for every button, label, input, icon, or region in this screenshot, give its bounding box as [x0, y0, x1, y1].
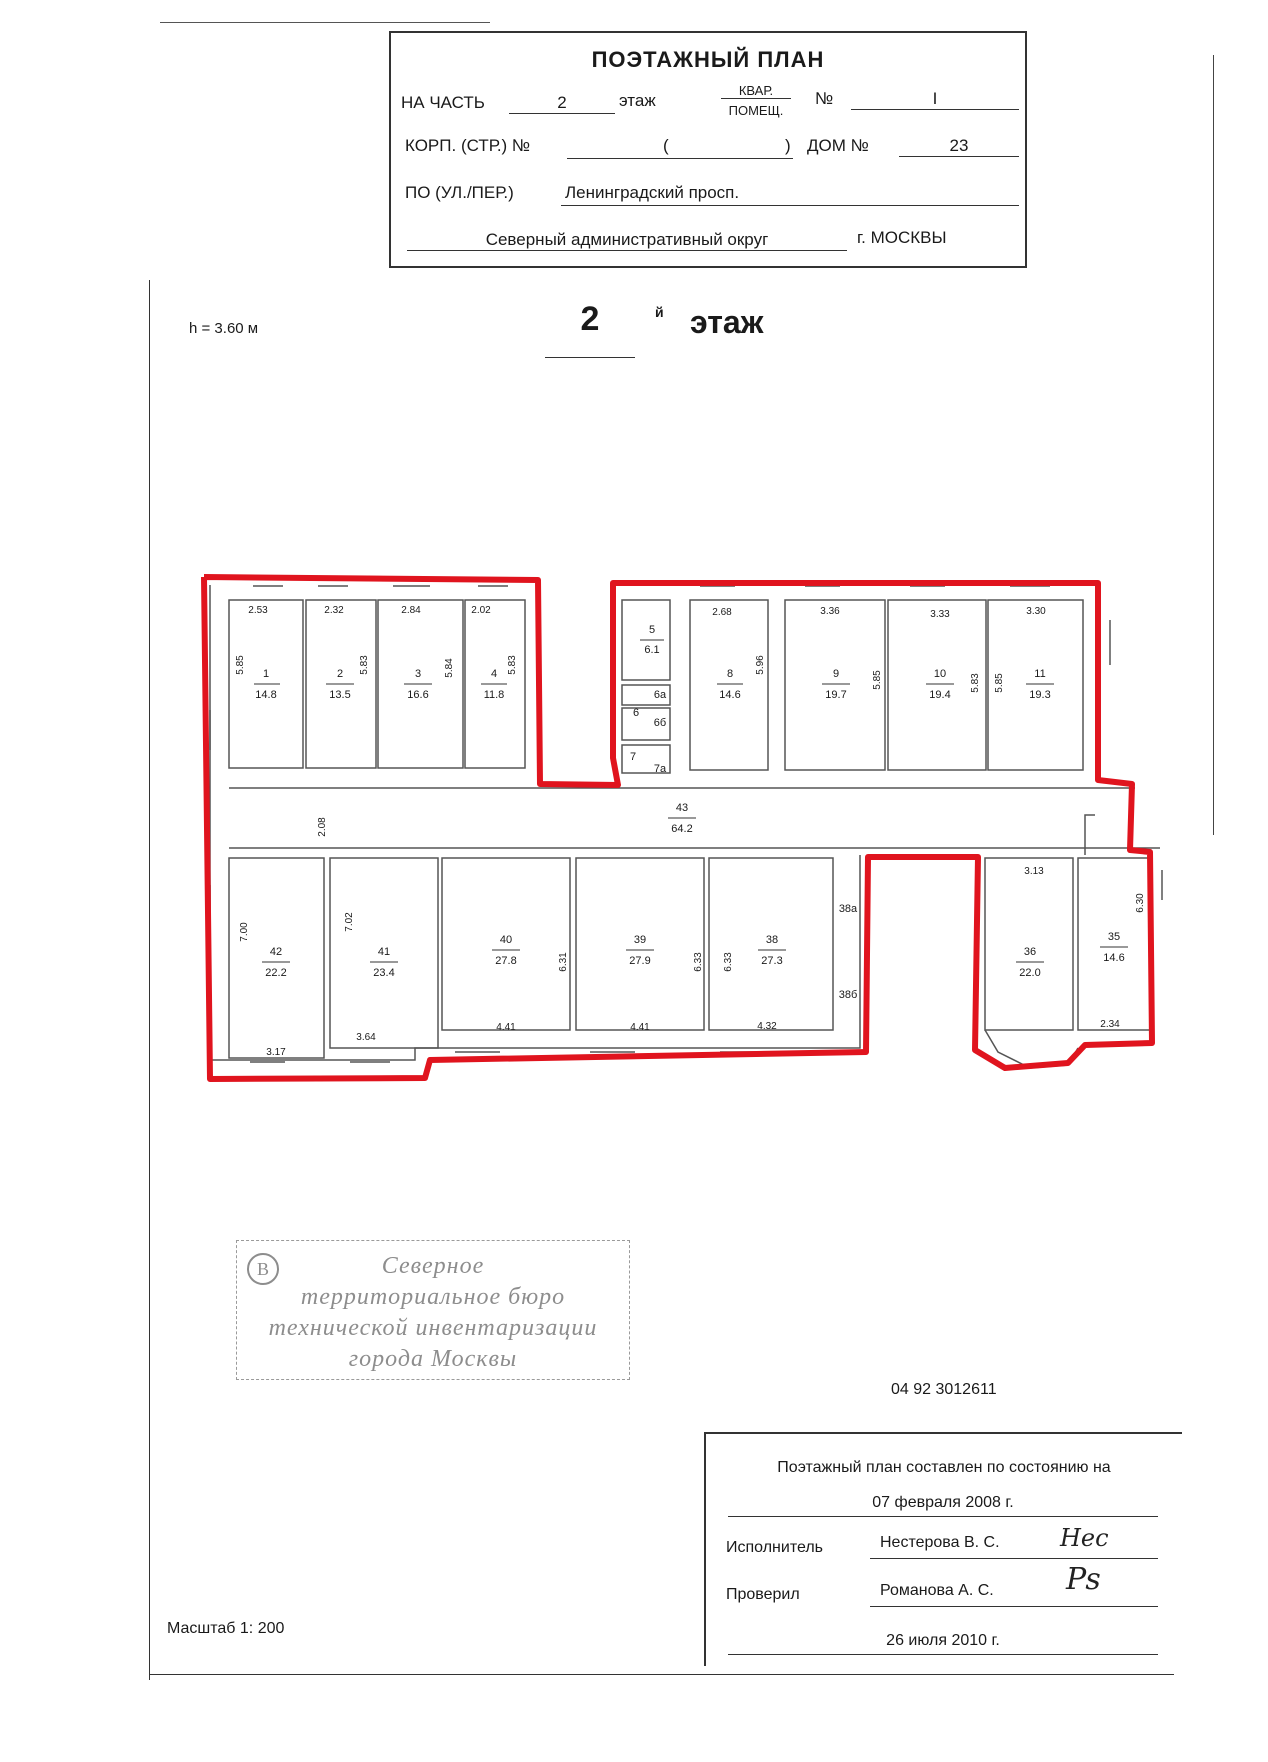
scale-label: Масштаб 1: 200	[167, 1620, 285, 1637]
room-4-id: 4	[490, 668, 498, 680]
checker-label: Проверил	[726, 1586, 800, 1603]
floor-suffix: й	[655, 304, 664, 320]
dim-label: 7.02	[344, 912, 355, 932]
room-42-wall	[229, 858, 324, 1058]
room-43-id: 43	[675, 802, 689, 814]
number-value: I	[851, 89, 1019, 110]
room-10-area: 19.4	[929, 689, 951, 701]
dim-label: 2.53	[248, 605, 268, 616]
dim-label: 3.30	[1026, 606, 1046, 617]
city-value: г. МОСКВЫ	[857, 228, 947, 247]
checker-signature: Ps	[1066, 1562, 1101, 1597]
floor-value: 2	[509, 93, 615, 114]
room-5-id: 5	[648, 624, 656, 636]
dim-label: 3.33	[930, 609, 950, 620]
room-7-id: 7	[629, 751, 637, 763]
room-35-wall	[1078, 858, 1150, 1030]
dim-label: 4.41	[630, 1022, 650, 1033]
district-value: Северный административный округ	[407, 230, 847, 251]
state-text: Поэтажный план составлен по состоянию на	[777, 1459, 1111, 1476]
dom-label: ДОМ №	[807, 136, 869, 155]
room-38a-id: 38а	[838, 903, 858, 915]
dim-label: 6.30	[1135, 893, 1146, 913]
room-35-area: 14.6	[1103, 952, 1125, 964]
room-2-area: 13.5	[329, 689, 351, 701]
checker-field	[870, 1562, 1158, 1607]
pomesh-label: ПОМЕЩ.	[728, 103, 784, 118]
outer-wall-right-block	[1085, 815, 1095, 855]
dim-label: 4.41	[496, 1022, 516, 1033]
room-2-id: 2	[336, 668, 344, 680]
room-4-area: 11.8	[483, 689, 505, 701]
dim-label: 4.32	[757, 1021, 777, 1032]
dim-label: 6.33	[693, 952, 704, 972]
inventory-code: 04 92 3012611	[891, 1381, 997, 1398]
room-1-area: 14.8	[255, 689, 277, 701]
dim-label: 6.33	[723, 952, 734, 972]
dim-label: 3.64	[356, 1032, 376, 1043]
dim-label: 3.13	[1024, 866, 1044, 877]
room-36-area: 22.0	[1019, 967, 1041, 979]
dim-label: 5.83	[507, 655, 518, 675]
room-8-area: 14.6	[719, 689, 741, 701]
dim-label: 2.02	[471, 605, 491, 616]
room-39-id: 39	[633, 934, 647, 946]
room-6b-id: 6б	[653, 717, 667, 729]
dim-label: 5.83	[970, 673, 981, 693]
room-36-id: 36	[1023, 946, 1037, 958]
room-9-wall	[785, 600, 885, 770]
dim-label: 5.85	[235, 655, 246, 675]
executor-signature: Нес	[1060, 1524, 1109, 1552]
state-date: 07 февраля 2008 г.	[728, 1494, 1158, 1517]
room-8-id: 8	[726, 668, 734, 680]
floor-label: этаж	[619, 91, 656, 110]
room-43-area: 64.2	[671, 823, 693, 835]
dim-label: 5.85	[994, 673, 1005, 693]
room-1-id: 1	[262, 668, 270, 680]
stamp-line-1: Северное	[381, 1253, 485, 1279]
floor-word: этаж	[690, 304, 764, 340]
room-38b-id: 38б	[838, 989, 858, 1001]
room-3-id: 3	[414, 668, 422, 680]
dim-label: 3.36	[820, 606, 840, 617]
room-9-id: 9	[832, 668, 840, 680]
dim-label: 2.08	[317, 817, 328, 837]
room-11-id: 11	[1034, 668, 1046, 680]
executor-field	[870, 1524, 1158, 1559]
room-38-area: 27.3	[761, 955, 783, 967]
dom-value: 23	[899, 136, 1019, 157]
title-block	[704, 1432, 1182, 1666]
dim-label: 5.83	[359, 655, 370, 675]
final-date: 26 июля 2010 г.	[728, 1632, 1158, 1655]
room-5-area: 6.1	[644, 644, 660, 656]
stamp-line-4: города Москвы	[348, 1346, 518, 1372]
ceiling-height: h = 3.60 м	[189, 320, 259, 337]
korp-open: (	[663, 136, 669, 155]
room-36-wall	[985, 858, 1073, 1030]
dim-label: 2.68	[712, 607, 732, 618]
street-label: ПО (УЛ./ПЕР.)	[405, 183, 514, 202]
korp-close: )	[785, 136, 791, 155]
room-6a-id: 6а	[653, 689, 667, 701]
room-38-id: 38	[765, 934, 779, 946]
stamp-line-3: технической инвентаризации	[268, 1315, 598, 1341]
dim-label: 3.17	[266, 1047, 286, 1058]
number-label: №	[815, 89, 834, 108]
kvar-label: КВАР.	[721, 83, 791, 99]
room-41-area: 23.4	[373, 967, 395, 979]
room-6-id: 6	[632, 707, 640, 719]
room-40-area: 27.8	[495, 955, 517, 967]
checker-name: Романова А. С.	[880, 1582, 994, 1599]
executor-name: Нестерова В. С.	[880, 1534, 1000, 1551]
room-7a-id: 7а	[653, 763, 667, 775]
dim-label: 5.85	[872, 670, 883, 690]
dim-label: 6.31	[558, 952, 569, 972]
header-title: ПОЭТАЖНЫЙ ПЛАН	[591, 47, 825, 72]
room-10-id: 10	[933, 668, 947, 680]
stamp-logo-icon: В	[247, 1253, 279, 1285]
room-11-area: 19.3	[1029, 689, 1051, 701]
room-42-id: 42	[269, 946, 283, 958]
room-39-area: 27.9	[629, 955, 651, 967]
floor-number: 2	[545, 300, 635, 358]
street-value: Ленинградский просп.	[565, 183, 740, 202]
dim-label: 5.84	[444, 658, 455, 678]
korp-label: КОРП. (СТР.) №	[405, 136, 531, 155]
dim-label: 5.96	[755, 655, 766, 675]
part-label: НА ЧАСТЬ	[401, 93, 485, 112]
room-8-wall	[690, 600, 768, 770]
executor-label: Исполнитель	[726, 1539, 824, 1556]
bti-stamp	[236, 1240, 630, 1380]
room-9-area: 19.7	[825, 689, 847, 701]
room-3-area: 16.6	[407, 689, 429, 701]
dim-label: 7.00	[239, 922, 250, 942]
dim-label: 2.32	[324, 605, 344, 616]
room-40-id: 40	[499, 934, 513, 946]
room-35-id: 35	[1107, 931, 1121, 943]
dim-label: 2.84	[401, 605, 421, 616]
stamp-line-2: территориальное бюро	[300, 1284, 566, 1310]
dim-label: 2.34	[1100, 1019, 1120, 1030]
room-41-id: 41	[377, 946, 391, 958]
room-42-area: 22.2	[265, 967, 287, 979]
